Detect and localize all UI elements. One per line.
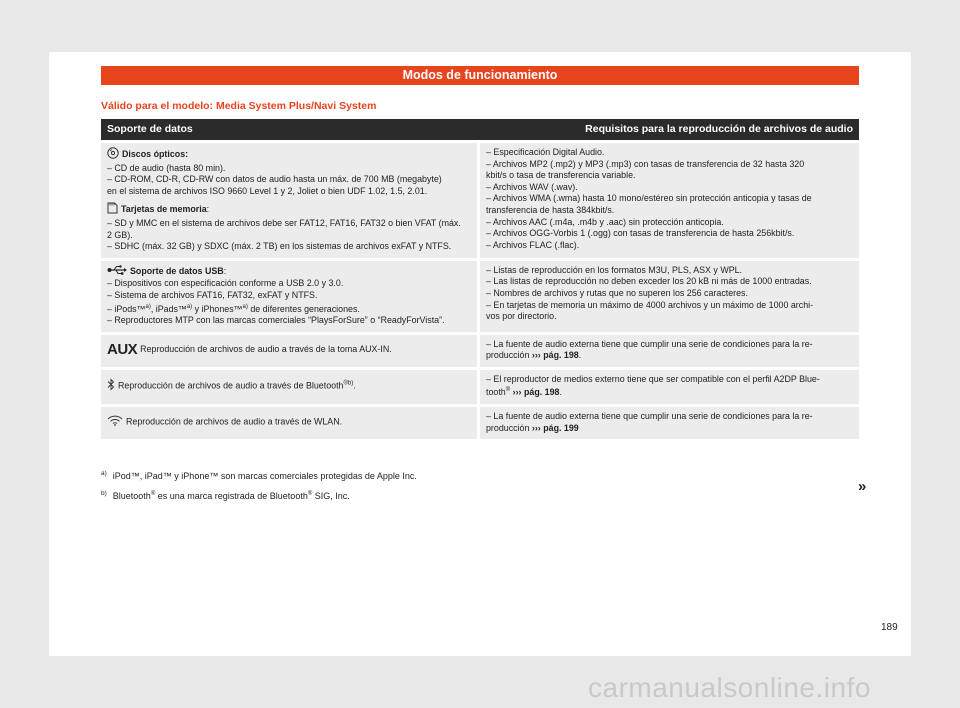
media-requirements-table (101, 119, 859, 439)
footnote-ref-a: a) (145, 303, 151, 310)
text-line: transferencia de hasta 384kbit/s. (486, 204, 615, 215)
text-line: – La fuente de audio externa tiene que cumplir una serie de condiciones para la re- (486, 411, 813, 422)
text-line: – SDHC (máx. 32 GB) y SDXC (máx. 2 TB) en los sistemas de archivos exFAT y NTFS. (107, 241, 452, 252)
page-number: 189 (881, 622, 898, 633)
page-reference: ››› pág. 199 (531, 422, 579, 433)
text-line: tooth (486, 387, 506, 398)
section-header: Modos de funcionamiento (101, 66, 859, 85)
ipods-text: – iPods™ (107, 303, 146, 314)
page-reference: ››› pág. 198 (531, 350, 579, 361)
generations-text: de diferentes generaciones. (247, 303, 360, 314)
text-line: – Archivos WAV (.wav). (486, 181, 578, 192)
label-tail: . (353, 380, 356, 391)
text-line: producción (486, 422, 532, 433)
table-row (101, 258, 859, 332)
wlan-label: Reproducción de archivos de audio a través de WLAN. (126, 416, 343, 427)
model-validity-note: Válido para el modelo: Media System Plus/Navi System (101, 100, 377, 112)
text-line: – Las listas de reproducción no deben exceder los 20 kB ni más de 1000 entradas. (486, 276, 812, 287)
requirements-cell-aux (480, 332, 859, 367)
text-line: – Dispositivos con especificación conforme a USB 2.0 y 3.0. (107, 278, 344, 289)
text-line: – El reproductor de medios externo tiene que ser compatible con el perfil A2DP Blue- (486, 373, 820, 384)
col-header-requirements: Requisitos para la reproducción de archivos de audio (480, 119, 859, 140)
media-cell-optical-memory (101, 140, 480, 258)
text-line: – CD de audio (hasta 80 min). (107, 162, 226, 173)
footnote-b (101, 485, 417, 505)
text-line: – SD y MMC en el sistema de archivos debe ser FAT12, FAT16, FAT32 o bien VFAT (máx. (107, 217, 461, 228)
col-header-data-media: Soporte de datos (101, 119, 480, 140)
text-line: – La fuente de audio externa tiene que cumplir una serie de condiciones para la re- (486, 338, 813, 349)
text-line: . (559, 387, 562, 398)
registered-mark: ® (307, 491, 313, 497)
wifi-icon (107, 415, 123, 430)
text-line: – Listas de reproducción en los formatos M3U, PLS, ASX y WPL. (486, 264, 743, 275)
iphones-text: y iPhones™ (192, 303, 243, 314)
footnote-text: Bluetooth (112, 491, 151, 501)
bluetooth-icon (107, 378, 115, 395)
text-line: – Archivos FLAC (.flac). (486, 239, 580, 250)
footnote-marker: b) (101, 490, 107, 497)
footnote-marker: a) (101, 470, 107, 477)
footnote-text: iPod™, iPad™ y iPhone™ son marcas comerciales protegidas de Apple Inc. (112, 471, 417, 481)
text-line: – Archivos OGG-Vorbis 1 (.ogg) con tasas de transferencia de hasta 256kbit/s. (486, 228, 795, 239)
page-reference: ››› pág. 198 (510, 387, 560, 398)
footnote-a (101, 465, 417, 485)
registered-mark: ® (150, 491, 156, 497)
footnote-text: SIG, Inc. (312, 491, 350, 501)
footnote-ref-a: a) (242, 303, 248, 310)
requirements-cell-formats (480, 140, 859, 258)
table-header-row (101, 119, 859, 140)
footnote-ref-b: ®b) (343, 380, 354, 387)
text-line: – Archivos MP2 (.mp2) y MP3 (.mp3) con tasas de transferencia de 32 hasta 320 (486, 158, 805, 169)
requirements-cell-wlan (480, 404, 859, 439)
text-line: – Reproductores MTP con las marcas comerciales “PlaysForSure” o “ReadyForVista”. (107, 315, 445, 326)
table-row (101, 404, 859, 439)
ipods-line (107, 302, 471, 316)
media-cell-usb (101, 258, 480, 332)
text-line: 2 GB). (107, 229, 133, 240)
usb-colon: : (223, 265, 227, 276)
bluetooth-label: Reproducción de archivos de audio a través de Bluetooth (118, 380, 344, 391)
memory-card-icon (107, 202, 118, 218)
memory-card-title: Tarjetas de memoria (121, 204, 207, 215)
requirements-cell-bluetooth (480, 367, 859, 404)
footnote-ref-a: a) (186, 303, 193, 310)
media-cell-wlan (101, 404, 480, 439)
text-line: kbit/s o tasa de transferencia variable. (486, 170, 636, 181)
table-row (101, 332, 859, 367)
requirements-cell-playlists (480, 258, 859, 332)
text-line: vos por directorio. (486, 311, 557, 322)
media-cell-bluetooth (101, 367, 480, 404)
table-row (101, 140, 859, 258)
memory-card-colon: : (206, 204, 210, 215)
text-line: producción (486, 350, 532, 361)
media-cell-aux (101, 332, 480, 367)
aux-label: Reproducción de archivos de audio a través de la toma AUX-IN. (140, 344, 392, 355)
footnote-text: es una marca registrada de Bluetooth (155, 491, 308, 501)
text-line: – CD-ROM, CD-R, CD-RW con datos de audio hasta un máx. de 700 MB (megabyte) (107, 174, 442, 185)
aux-icon: AUX (107, 341, 138, 359)
disc-icon (107, 147, 119, 163)
ipads-text: , iPads™ (150, 303, 187, 314)
optical-title: Discos ópticos: (122, 149, 189, 160)
text-line: . (578, 350, 582, 361)
text-line: – Especificación Digital Audio. (486, 147, 605, 157)
footnotes (101, 465, 417, 505)
table-row (101, 367, 859, 404)
registered-mark: ® (505, 387, 511, 394)
text-line: en el sistema de archivos ISO 9660 Level 1 y 2, Joliet o bien UDF 1.02, 1.5, 2.01. (107, 185, 428, 196)
text-line: – Archivos AAC (.m4a, .m4b y .aac) sin protección anticopia. (486, 216, 724, 227)
text-line: – Sistema de archivos FAT16, FAT32, exFAT y NTFS. (107, 289, 318, 300)
watermark: carmanualsonline.info (588, 672, 871, 703)
usb-icon (107, 265, 127, 279)
continue-mark: » (858, 478, 867, 495)
text-line: – Archivos WMA (.wma) hasta 10 mono/estéreo sin protección anticopia y tasas de (486, 193, 812, 204)
text-line: – En tarjetas de memoria un máximo de 4000 archivos y un máximo de 1000 archi- (486, 299, 814, 310)
text-line: – Nombres de archivos y rutas que no superen los 256 caracteres. (486, 287, 748, 298)
usb-title: Soporte de datos USB (130, 265, 224, 276)
